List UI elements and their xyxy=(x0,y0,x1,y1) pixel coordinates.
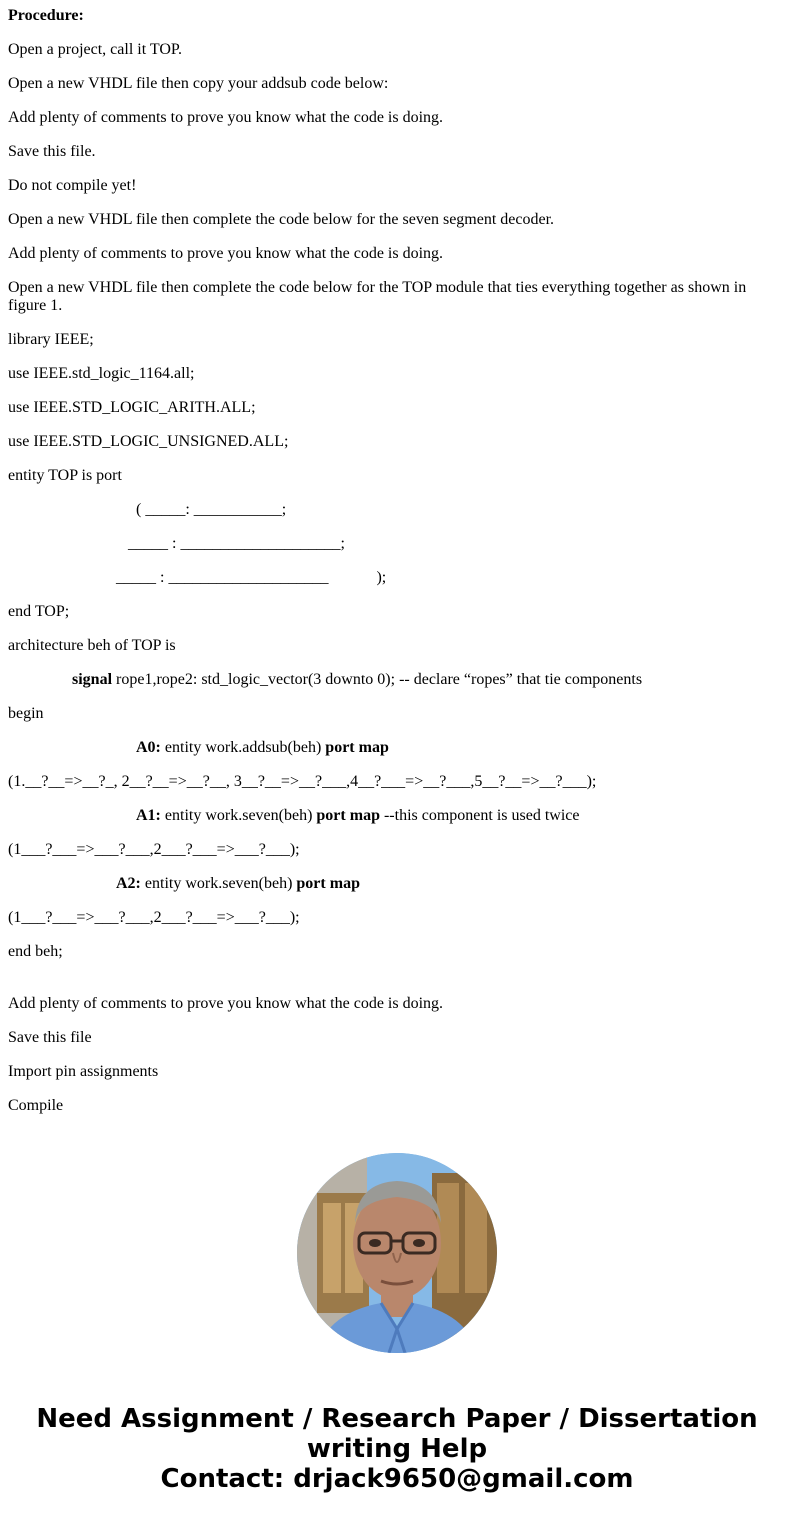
code-line xyxy=(8,671,786,689)
code-line: _____ : ____________________; xyxy=(128,535,345,552)
step-text: Add plenty of comments to prove you know what the code is doing. xyxy=(8,109,444,126)
code-line: use IEEE.STD_LOGIC_ARITH.ALL; xyxy=(8,399,256,416)
step-text: Add plenty of comments to prove you know what the code is doing. xyxy=(8,245,444,262)
code-line: architecture beh of TOP is xyxy=(8,637,176,654)
code-line xyxy=(8,739,786,757)
procedure-heading: Procedure: xyxy=(8,7,84,24)
step-text: Open a project, call it TOP. xyxy=(8,41,183,58)
step-text: Do not compile yet! xyxy=(8,177,137,194)
port-map-keyword: port map xyxy=(316,807,380,824)
code-line: use IEEE.std_logic_1164.all; xyxy=(8,365,195,382)
banner-line-3: Contact: drjack9650@gmail.com xyxy=(160,1464,634,1494)
a0-entity: entity work.addsub(beh) xyxy=(160,739,326,756)
step-text: Save this file. xyxy=(8,143,96,160)
step-text: Save this file xyxy=(8,1029,92,1046)
banner-line-1: Need Assignment / Research Paper / Dissertation xyxy=(36,1404,758,1434)
code-line: end beh; xyxy=(8,943,63,960)
code-line: ( _____: ___________; xyxy=(136,501,287,518)
code-line: end TOP; xyxy=(8,603,70,620)
contact-banner xyxy=(0,1404,794,1494)
author-photo xyxy=(297,1153,497,1353)
a1-label: A1: xyxy=(136,807,161,824)
a1-entity: entity work.seven(beh) xyxy=(160,807,317,824)
step-text: Open a new VHDL file then complete the code below for the TOP module that ties everything together as shown in figure 1. xyxy=(8,279,747,314)
person-portrait-icon xyxy=(297,1153,497,1353)
signal-keyword: signal xyxy=(72,671,113,688)
code-line: library IEEE; xyxy=(8,331,94,348)
step-text: Add plenty of comments to prove you know what the code is doing. xyxy=(8,995,444,1012)
a2-entity: entity work.seven(beh) xyxy=(140,875,297,892)
code-line: (1___?___=>___?___,2___?___=>___?___); xyxy=(8,841,300,858)
a2-label: A2: xyxy=(116,875,141,892)
code-line: (1___?___=>___?___,2___?___=>___?___); xyxy=(8,909,300,926)
code-line: begin xyxy=(8,705,44,722)
document-body xyxy=(8,7,786,1131)
a1-comment: --this component is used twice xyxy=(379,807,580,824)
port-map-keyword: port map xyxy=(325,739,389,756)
step-text: Open a new VHDL file then copy your addsub code below: xyxy=(8,75,389,92)
code-line xyxy=(8,875,786,893)
code-line: (1.__?__=>__?_, 2__?__=>__?__, 3__?__=>__?___,4__?___=>__?___,5__?__=>__?___); xyxy=(8,773,597,790)
step-text: Open a new VHDL file then complete the code below for the seven segment decoder. xyxy=(8,211,555,228)
port3-text: _____ : ____________________ xyxy=(116,569,329,586)
banner-line-2: writing Help xyxy=(306,1434,488,1464)
code-line xyxy=(8,569,786,587)
step-text: Import pin assignments xyxy=(8,1063,159,1080)
code-line: use IEEE.STD_LOGIC_UNSIGNED.ALL; xyxy=(8,433,289,450)
a0-label: A0: xyxy=(136,739,161,756)
code-line xyxy=(8,807,786,825)
step-text: Compile xyxy=(8,1097,64,1114)
code-line: entity TOP is port xyxy=(8,467,122,484)
port-map-keyword: port map xyxy=(296,875,360,892)
signal-declaration: rope1,rope2: std_logic_vector(3 downto 0); -- declare “ropes” that tie components xyxy=(112,671,643,688)
port3-end: ); xyxy=(376,569,387,586)
